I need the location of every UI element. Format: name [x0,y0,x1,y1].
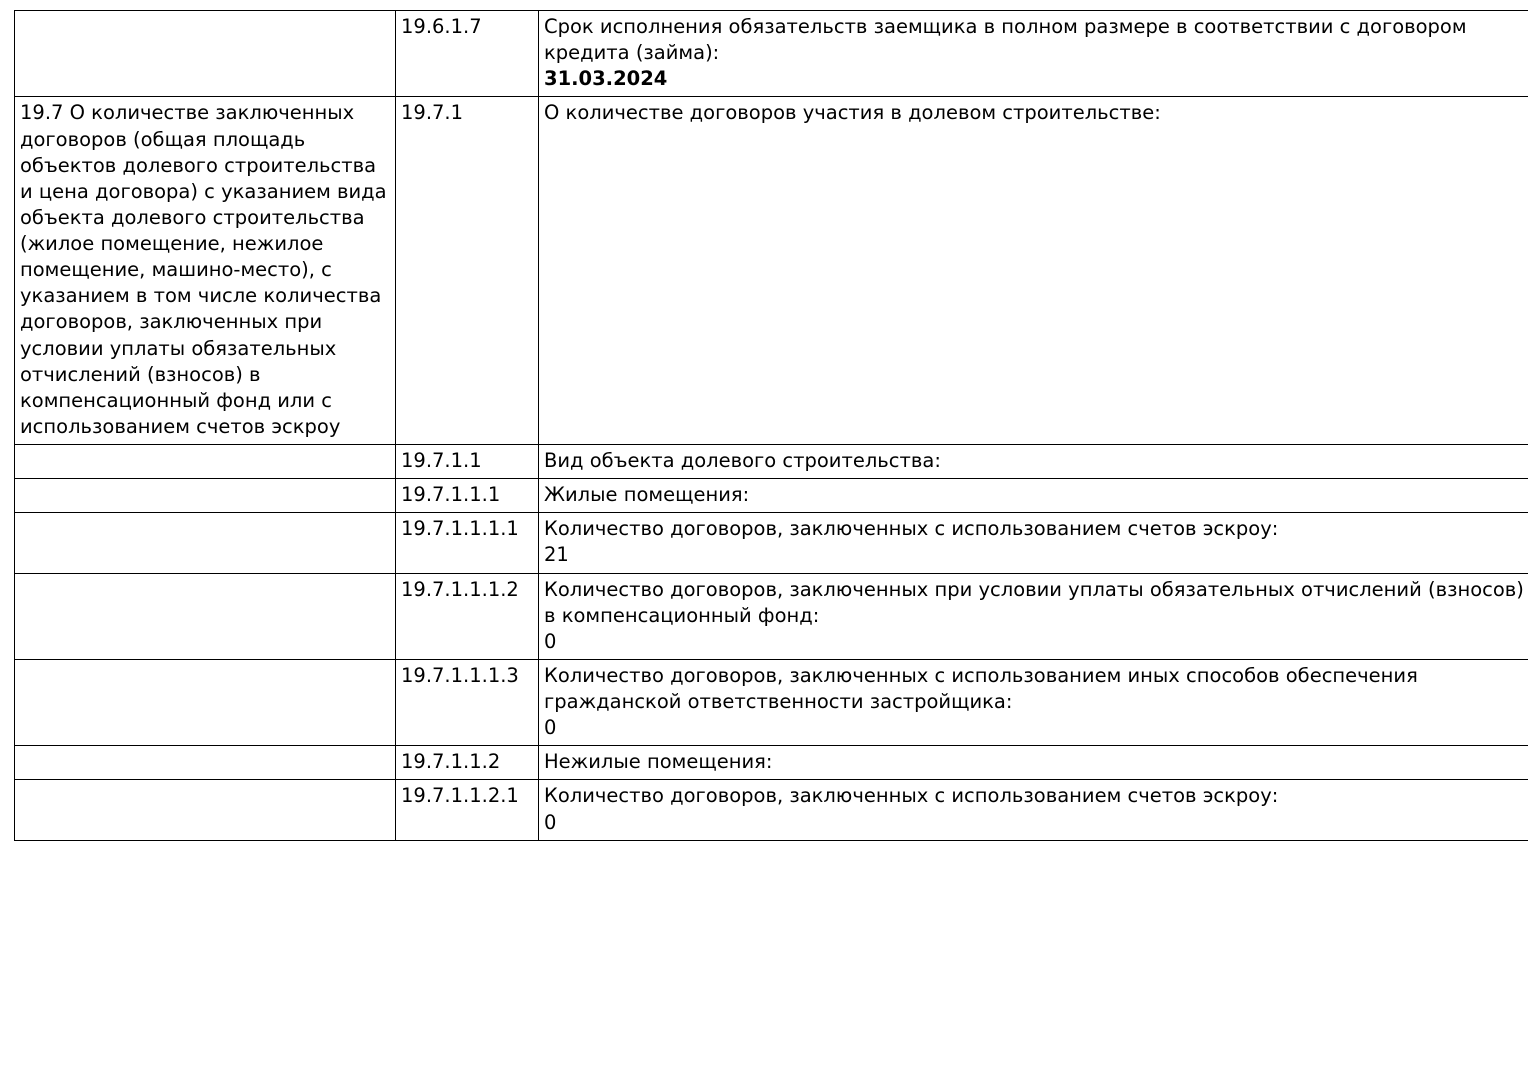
row-value-cell [539,479,1528,513]
value-line: Вид объекта долевого строительства: [544,449,941,472]
table-row [15,746,1528,780]
row-description-cell [15,445,396,479]
value-line: Нежилые помещения: [544,750,773,774]
row-value-cell [539,659,1528,745]
row-description-cell [15,513,396,573]
row-description-cell [15,746,396,780]
table-row [15,780,1528,840]
row-code-cell: 19.6.1.7 [396,11,539,97]
row-code-cell: 19.7.1 [396,97,539,445]
table-row [15,445,1528,479]
row-code-cell: 19.7.1.1.1 [396,479,539,513]
value-line: Количество договоров, заключенных с использованием счетов эскроу: [544,784,1279,808]
row-code-cell: 19.7.1.1.1.3 [396,659,539,745]
value-line: Срок исполнения обязательств заемщика в полном размере в соответствии с договором кредита (займа): [544,15,1467,65]
row-value-cell [539,513,1528,573]
row-code-cell: 19.7.1.1.2 [396,746,539,780]
value-line: Количество договоров, заключенных при условии уплаты обязательных отчислений (взносов) в компенсационный фонд: [544,577,1524,627]
table-row [15,659,1528,745]
table-row [15,573,1528,659]
row-code-cell: 19.7.1.1 [396,445,539,479]
row-description-cell [15,479,396,513]
row-value-cell [539,573,1528,659]
row-code-cell: 19.7.1.1.2.1 [396,780,539,840]
value-line: Жилые помещения: [544,483,750,507]
table-row [15,11,1528,97]
row-value-cell [539,780,1528,840]
value-line-count: 0 [544,810,557,834]
value-line-count: 0 [544,716,557,740]
row-value-cell [539,11,1528,97]
row-description-cell [15,780,396,840]
declaration-table [14,10,1528,841]
row-code-cell: 19.7.1.1.1.2 [396,573,539,659]
row-description-cell [15,573,396,659]
row-description-cell: 19.7 О количестве заключенных договоров (общая площадь объектов долевого строительства и цена договора) с указанием вида объекта долевого строительства (жилое помещение, нежилое помещение, машино-место), с указанием в том числе количества договоров, заключенных при условии уплаты обязательных отчислений (взносов) в компенсационный фонд или с использованием счетов эскроу [15,97,396,445]
row-value-cell [539,97,1528,445]
table-row [15,513,1528,573]
table-row [15,479,1528,513]
value-line: Количество договоров, заключенных с использованием счетов эскроу: [544,517,1279,541]
value-line-count: 0 [544,629,557,653]
row-value-cell [539,746,1528,780]
row-value-cell [539,445,1528,479]
table-row [15,97,1528,445]
value-line-count: 21 [544,543,569,567]
row-description-cell [15,11,396,97]
value-line-date: 31.03.2024 [544,67,668,91]
value-line: Количество договоров, заключенных с использованием иных способов обеспечения гражданской ответственности застройщика: [544,663,1418,713]
row-description-cell [15,659,396,745]
row-code-cell: 19.7.1.1.1.1 [396,513,539,573]
value-line: О количестве договоров участия в долевом строительстве: [544,101,1161,125]
